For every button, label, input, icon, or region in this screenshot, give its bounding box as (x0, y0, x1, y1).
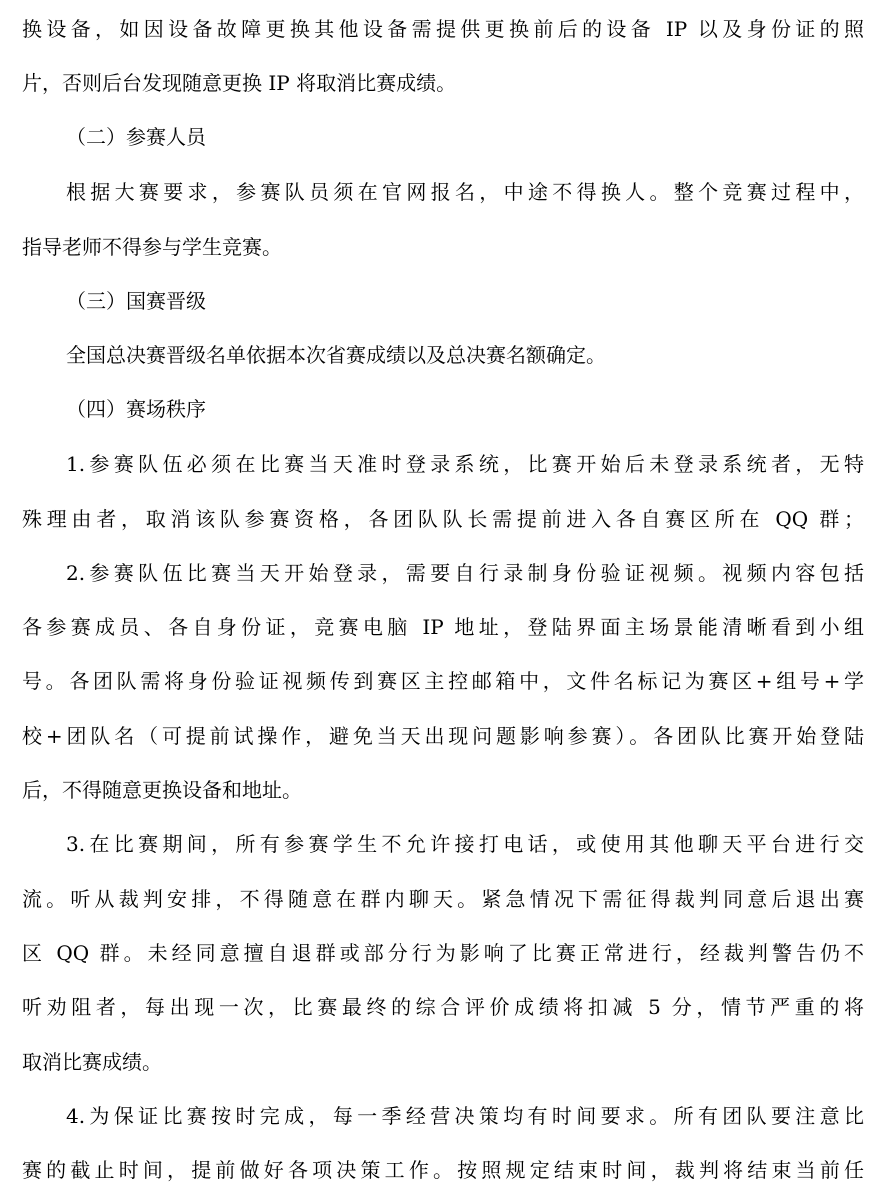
paragraph-line: 片，否则后台发现随意更换 IP 将取消比赛成绩。 (22, 71, 457, 95)
paragraph-line: 取消比赛成绩。 (22, 1050, 162, 1074)
paragraph-line: 后，不得随意更换设备和地址。 (22, 778, 302, 802)
paragraph-line: 1.参赛队伍必须在比赛当天准时登录系统，比赛开始后未登录系统者，无特 (66, 452, 864, 476)
paragraph-line: 赛的截止时间，提前做好各项决策工作。按照规定结束时间，裁判将结束当前任 (22, 1158, 864, 1182)
paragraph-line: 流。听从裁判安排，不得随意在群内聊天。紧急情况下需征得裁判同意后退出赛 (22, 887, 864, 911)
paragraph-line: 全国总决赛晋级名单依据本次省赛成绩以及总决赛名额确定。 (66, 343, 606, 367)
section-heading-venue-order: （四）赛场秩序 (66, 397, 206, 421)
paragraph-line: 4.为保证比赛按时完成，每一季经营决策均有时间要求。所有团队要注意比 (66, 1104, 864, 1128)
paragraph-line: 听劝阻者，每出现一次，比赛最终的综合评价成绩将扣减 5 分，情节严重的将 (22, 995, 864, 1019)
paragraph-line: 号。各团队需将身份验证视频传到赛区主控邮箱中，文件名标记为赛区+组号+学 (22, 669, 864, 693)
paragraph-line: 根据大赛要求，参赛队员须在官网报名，中途不得换人。整个竞赛过程中， (66, 180, 864, 204)
paragraph-line: 指导老师不得参与学生竞赛。 (22, 235, 282, 259)
paragraph-line: 各参赛成员、各自身份证，竞赛电脑 IP 地址，登陆界面主场景能清晰看到小组 (22, 615, 864, 639)
paragraph-line: 区 QQ 群。未经同意擅自退群或部分行为影响了比赛正常进行，经裁判警告仍不 (22, 941, 864, 965)
paragraph-line: 校+团队名（可提前试操作，避免当天出现问题影响参赛）。各团队比赛开始登陆 (22, 724, 864, 748)
paragraph-line: 3.在比赛期间，所有参赛学生不允许接打电话，或使用其他聊天平台进行交 (66, 832, 864, 856)
paragraph-line: 2.参赛队伍比赛当天开始登录，需要自行录制身份验证视频。视频内容包括 (66, 561, 864, 585)
paragraph-line: 殊理由者，取消该队参赛资格，各团队队长需提前进入各自赛区所在 QQ 群； (22, 507, 864, 531)
section-heading-participants: （二）参赛人员 (66, 125, 206, 149)
paragraph-line: 换设备，如因设备故障更换其他设备需提供更换前后的设备 IP 以及身份证的照 (22, 17, 864, 41)
section-heading-national-advancement: （三）国赛晋级 (66, 289, 206, 313)
